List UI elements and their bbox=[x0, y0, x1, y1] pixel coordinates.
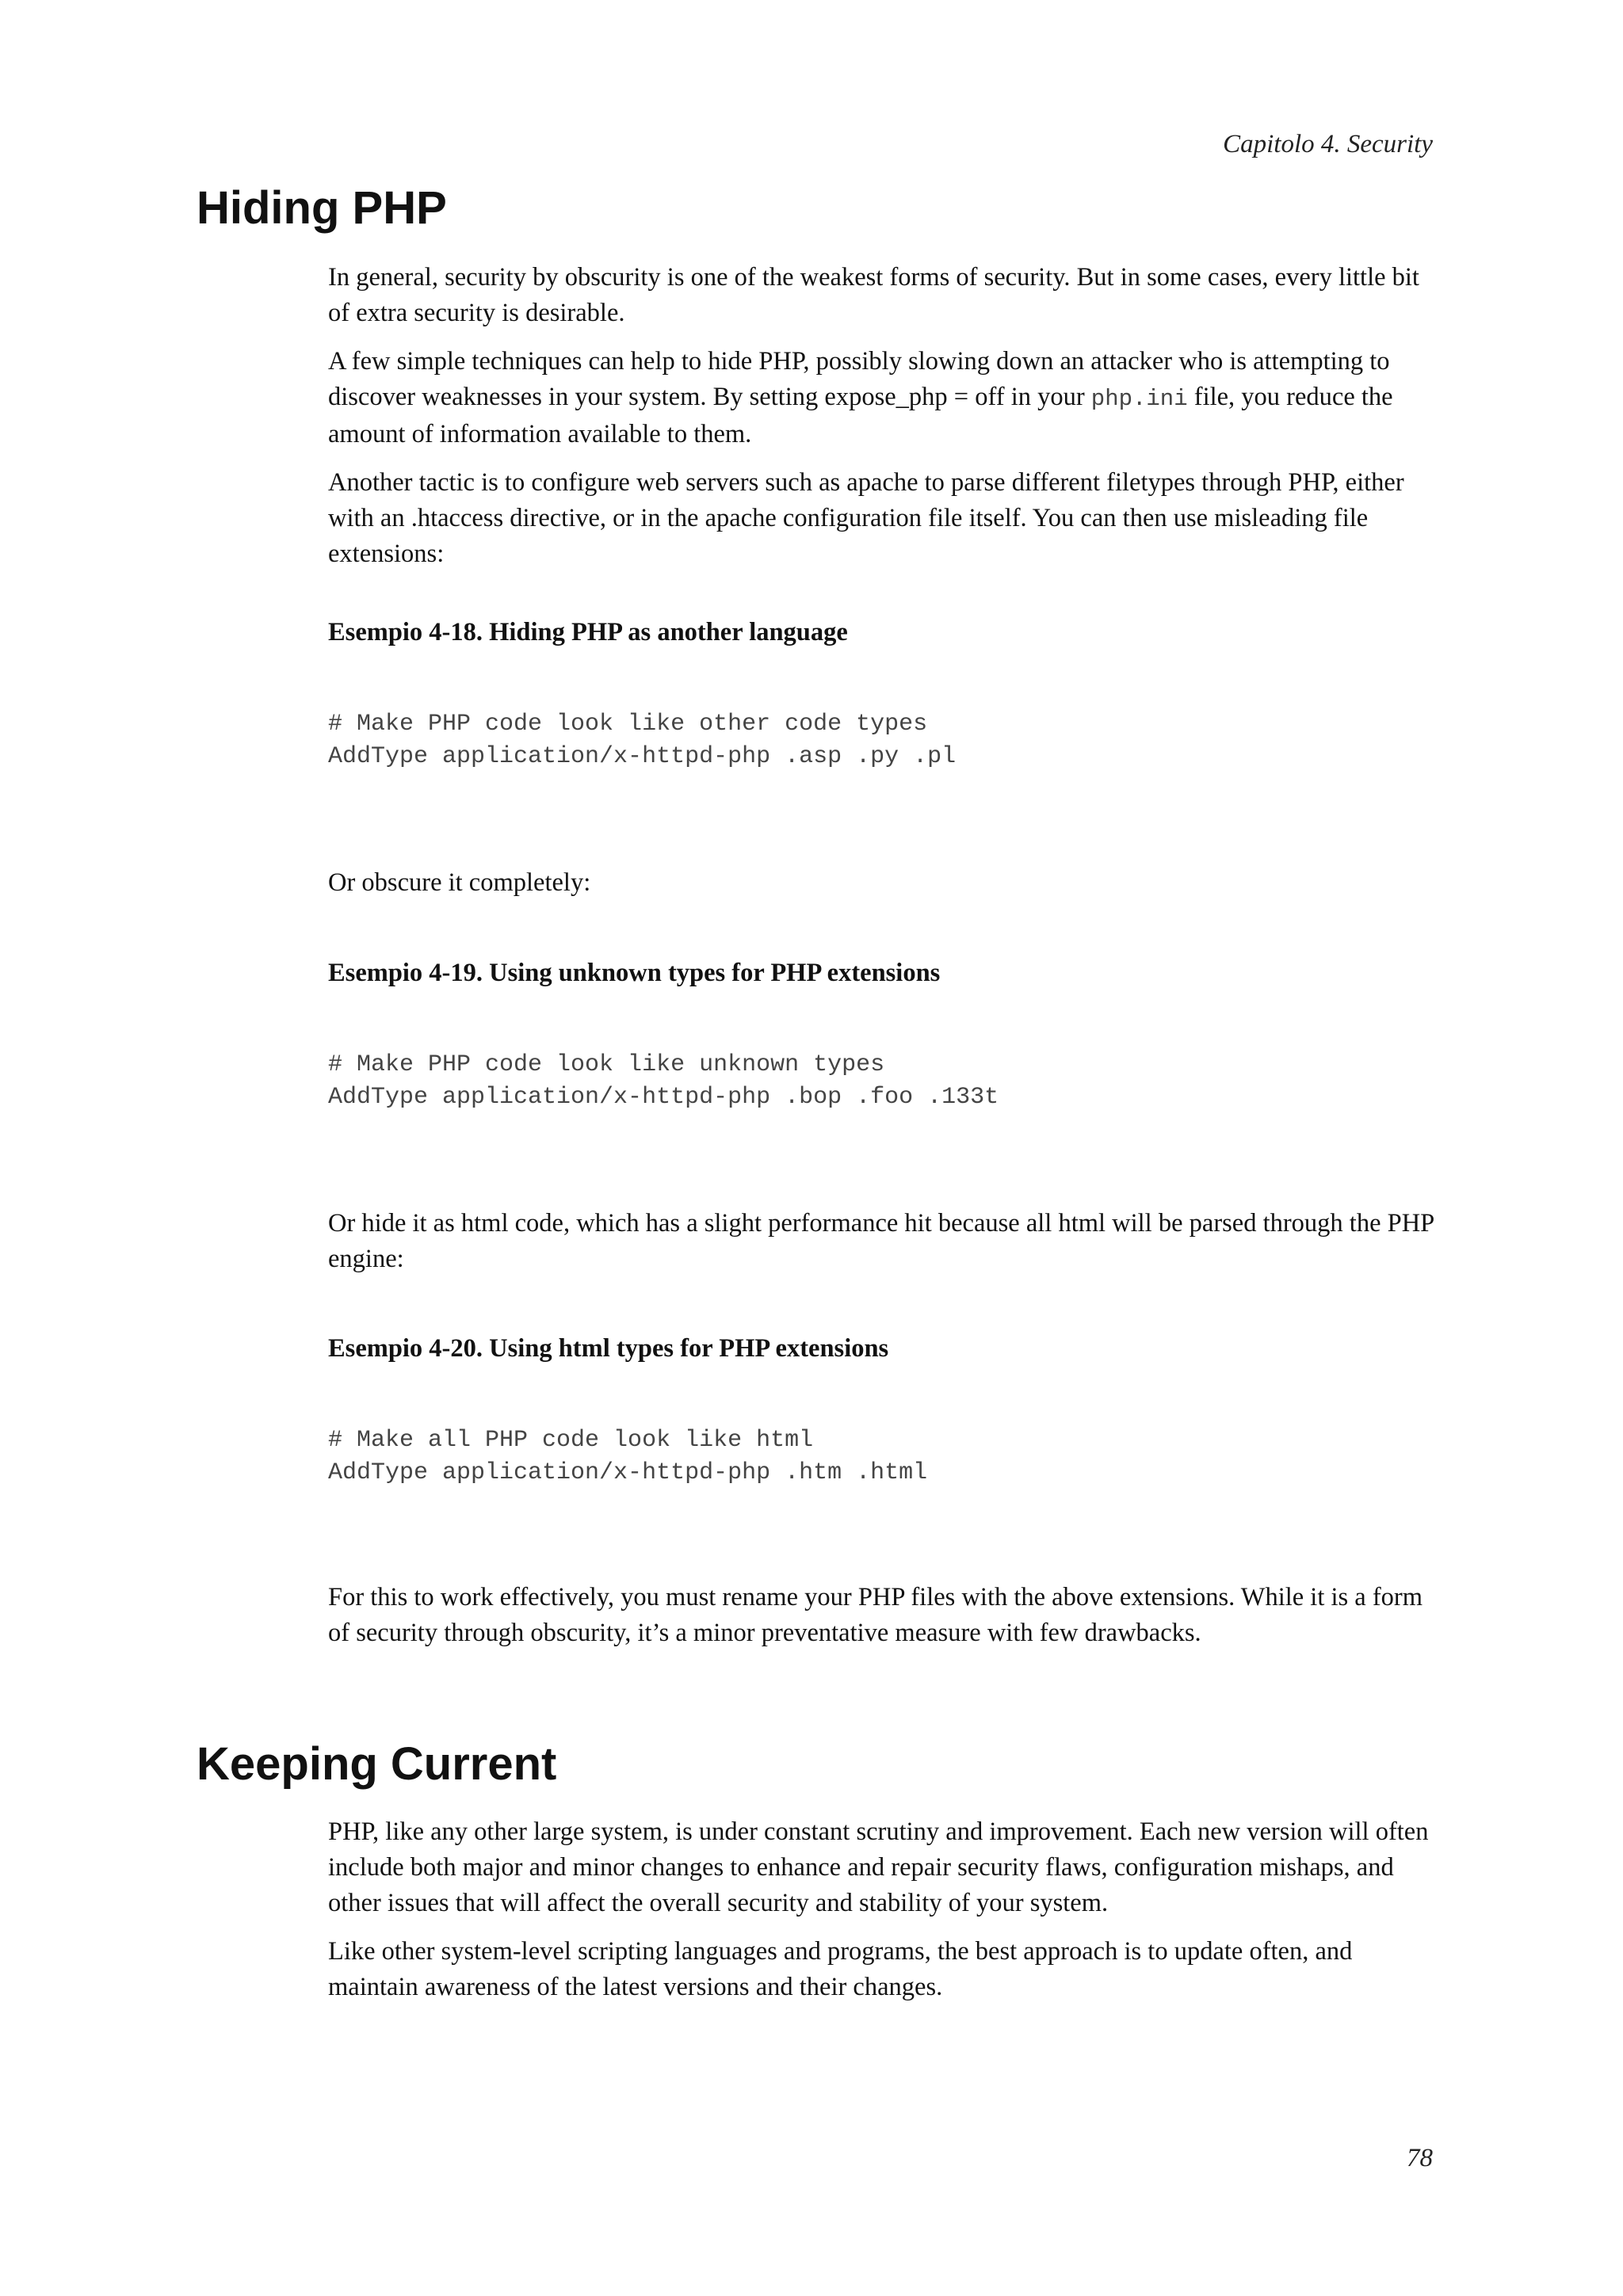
running-head: Capitolo 4. Security bbox=[1223, 130, 1433, 158]
keeping-current-block bbox=[328, 1814, 1438, 2018]
section-title-keeping-current: Keeping Current bbox=[197, 1738, 557, 1790]
example-title: Esempio 4-20. Using html types for PHP extensions bbox=[328, 1334, 889, 1363]
paragraph-text: A few simple techniques can help to hide PHP, possibly slowing down an attacker who is attempting to discover weaknesses in your system. By setting expose_php = off in your bbox=[328, 347, 1390, 411]
code-block bbox=[328, 1049, 999, 1114]
paragraph: Or obscure it completely: bbox=[328, 868, 591, 897]
code-line: # Make PHP code look like unknown types bbox=[328, 1051, 885, 1078]
paragraph bbox=[328, 344, 1438, 452]
page-number: 78 bbox=[1407, 2144, 1433, 2172]
code-line: AddType application/x-httpd-php .htm .html bbox=[328, 1459, 928, 1486]
paragraph: PHP, like any other large system, is under constant scrutiny and improvement. Each new version will often include both major and minor changes to enhance and repair security flaws, configuration mishaps, and other issues that will affect the overall security and stability of your system. bbox=[328, 1817, 1429, 1917]
paragraph: Like other system-level scripting languages and programs, the best approach is to update often, and maintain awareness of the latest versions and their changes. bbox=[328, 1937, 1353, 2001]
paragraph-text: file, you reduce the amount of information available to them. bbox=[328, 383, 1393, 448]
paragraph: For this to work effectively, you must rename your PHP files with the above extensions. While it is a form of security through obscurity, it’s a minor preventative measure with few drawbacks. bbox=[328, 1583, 1423, 1647]
paragraph-block bbox=[328, 1206, 1438, 1290]
section-title-hiding-php: Hiding PHP bbox=[197, 182, 447, 234]
code-line: AddType application/x-httpd-php .asp .py .pl bbox=[328, 743, 957, 770]
code-line: AddType application/x-httpd-php .bop .foo .133t bbox=[328, 1084, 999, 1111]
hiding-intro-block bbox=[328, 260, 1438, 585]
paragraph: In general, security by obscurity is one of the weakest forms of security. But in some cases, every little bit of extra security is desirable. bbox=[328, 263, 1419, 327]
code-block bbox=[328, 708, 956, 773]
paragraph-block bbox=[328, 1580, 1438, 1664]
code-line: # Make all PHP code look like html bbox=[328, 1427, 814, 1454]
paragraph: Or hide it as html code, which has a slight performance hit because all html will be parsed through the PHP engine: bbox=[328, 1209, 1434, 1273]
paragraph-block bbox=[328, 865, 1438, 913]
code-block bbox=[328, 1425, 927, 1489]
example-title: Esempio 4-19. Using unknown types for PHP extensions bbox=[328, 959, 941, 987]
paragraph: Another tactic is to configure web servers such as apache to parse different filetypes through PHP, either with an .htaccess directive, or in the apache configuration file itself. You can then use misleading file extensions: bbox=[328, 468, 1404, 568]
code-line: # Make PHP code look like other code types bbox=[328, 711, 928, 738]
example-title: Esempio 4-18. Hiding PHP as another language bbox=[328, 618, 848, 646]
inline-code: php.ini bbox=[1090, 386, 1188, 412]
